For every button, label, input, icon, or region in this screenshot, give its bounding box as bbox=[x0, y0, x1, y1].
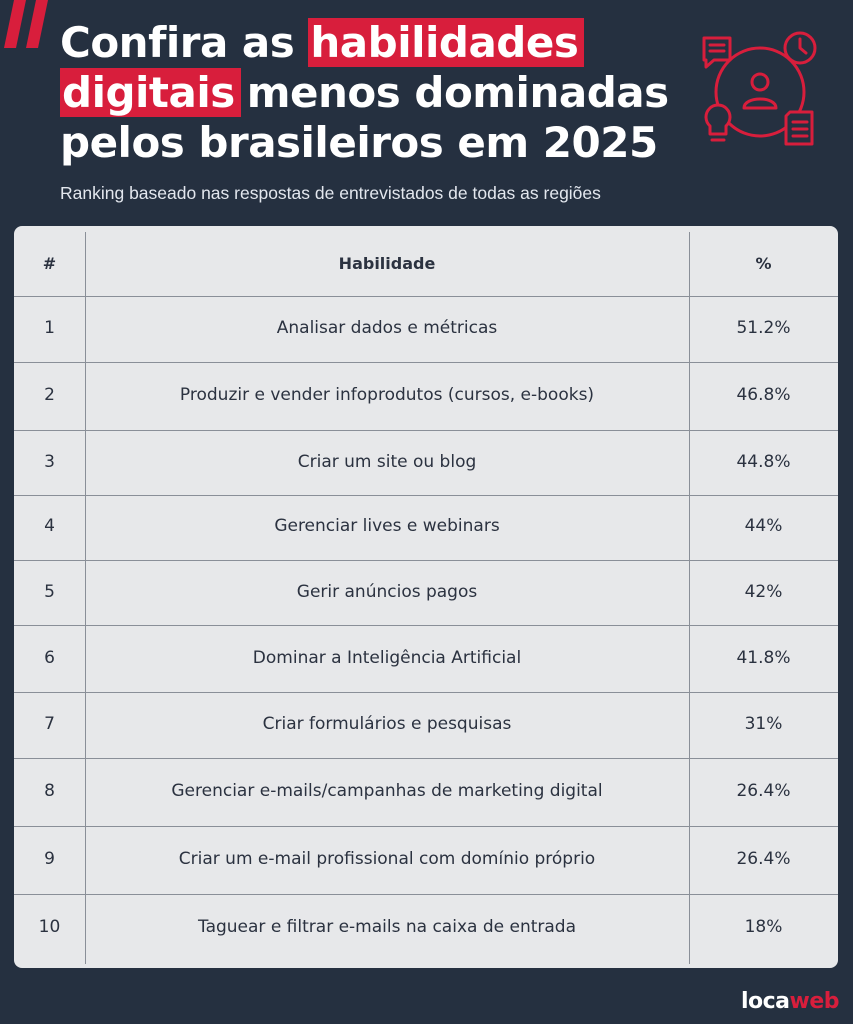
skill-cell: Analisar dados e métricas bbox=[276, 318, 498, 338]
headline-text-3: pelos brasileiros em 2025 bbox=[60, 118, 658, 167]
clock-icon bbox=[785, 33, 815, 63]
table-row bbox=[14, 429, 838, 495]
column-header-percent: % bbox=[755, 253, 772, 273]
percent-cell: 26.4% bbox=[736, 849, 791, 869]
skill-cell: Criar um e-mail profissional com domínio próprio bbox=[178, 849, 596, 869]
table-row bbox=[14, 758, 838, 824]
percent-cell: 41.8% bbox=[736, 648, 791, 668]
percent-cell: 46.8% bbox=[736, 385, 791, 405]
skill-cell: Dominar a Inteligência Artificial bbox=[252, 648, 522, 668]
decorative-slash-icon bbox=[0, 0, 60, 60]
rank-cell: 10 bbox=[38, 917, 61, 937]
skills-illustration-icon bbox=[698, 30, 822, 154]
table-row bbox=[14, 625, 838, 691]
headline-text-1: Confira as bbox=[60, 18, 295, 67]
table-row bbox=[14, 362, 838, 428]
skill-cell: Gerenciar e-mails/campanhas de marketing digital bbox=[171, 781, 603, 801]
table-header bbox=[14, 230, 838, 296]
user-icon bbox=[744, 74, 776, 108]
percent-cell: 18% bbox=[744, 917, 783, 937]
rank-cell: 2 bbox=[44, 385, 55, 405]
skill-cell: Criar formulários e pesquisas bbox=[262, 714, 512, 734]
table-row bbox=[14, 894, 838, 960]
headline-highlight-1: habilidades bbox=[308, 18, 584, 67]
rank-cell: 9 bbox=[44, 849, 55, 869]
table-row bbox=[14, 691, 838, 757]
skill-cell: Taguear e filtrar e-mails na caixa de entrada bbox=[198, 917, 576, 937]
logo-text-part2: web bbox=[789, 989, 839, 1014]
headline-text-2: menos dominadas bbox=[246, 68, 669, 117]
table-row bbox=[14, 559, 838, 625]
rank-cell: 6 bbox=[44, 648, 55, 668]
skill-cell: Criar um site ou blog bbox=[297, 452, 477, 472]
table-row bbox=[14, 493, 838, 559]
percent-cell: 26.4% bbox=[736, 781, 791, 801]
percent-cell: 51.2% bbox=[736, 318, 791, 338]
percent-cell: 31% bbox=[744, 714, 783, 734]
percent-cell: 42% bbox=[744, 582, 783, 602]
page-title bbox=[60, 18, 690, 168]
skill-cell: Gerir anúncios pagos bbox=[296, 582, 478, 602]
rank-cell: 3 bbox=[44, 452, 55, 472]
rank-cell: 1 bbox=[44, 318, 55, 338]
percent-cell: 44% bbox=[744, 516, 783, 536]
table-row bbox=[14, 826, 838, 892]
lightbulb-icon bbox=[706, 105, 730, 140]
subtitle: Ranking baseado nas respostas de entrevistados de todas as regiões bbox=[60, 183, 601, 203]
skill-cell: Gerenciar lives e webinars bbox=[274, 516, 500, 536]
percent-cell: 44.8% bbox=[736, 452, 791, 472]
document-icon bbox=[786, 112, 812, 144]
rank-cell: 4 bbox=[44, 516, 55, 536]
rank-cell: 5 bbox=[44, 582, 55, 602]
table-row bbox=[14, 295, 838, 361]
ranking-table bbox=[14, 226, 838, 968]
skill-cell: Produzir e vender infoprodutos (cursos, e-books) bbox=[179, 385, 595, 405]
column-header-skill: Habilidade bbox=[338, 253, 436, 273]
rank-cell: 7 bbox=[44, 714, 55, 734]
column-header-rank: # bbox=[42, 253, 57, 273]
locaweb-logo bbox=[741, 989, 839, 1014]
logo-text-part1: loca bbox=[740, 989, 790, 1014]
rank-cell: 8 bbox=[44, 781, 55, 801]
headline-highlight-2: digitais bbox=[60, 68, 241, 117]
